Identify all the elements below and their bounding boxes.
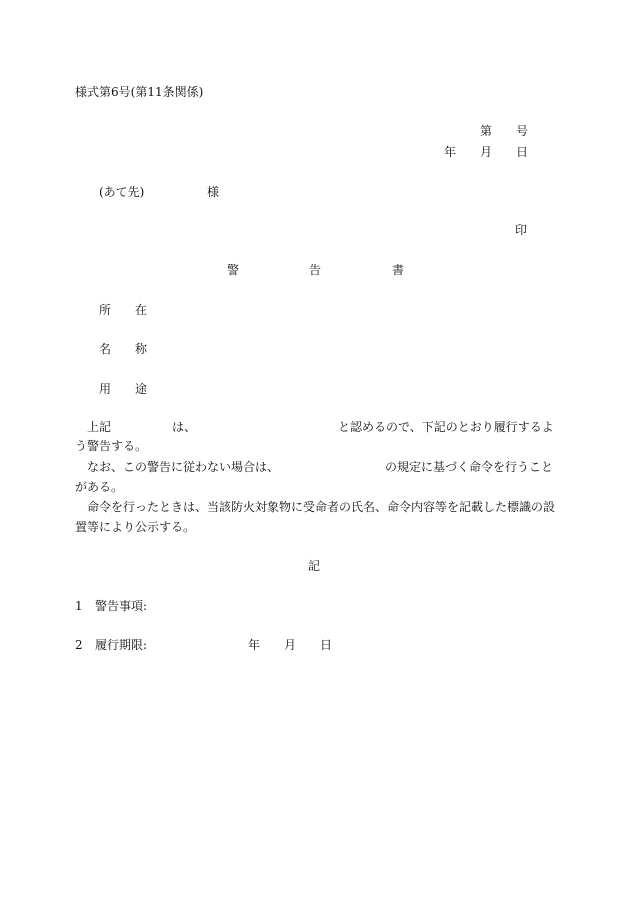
title-char-2: 告	[309, 263, 322, 277]
field-name-c1: 名	[99, 342, 112, 356]
item-2-label: 履行期限:	[95, 638, 148, 652]
field-usage-c2: 途	[135, 382, 148, 396]
item-1-label: 警告事項:	[95, 599, 148, 613]
seal-mark: 印	[515, 223, 528, 237]
ki-heading: 記	[308, 559, 321, 573]
body-p1-a: 上記	[87, 420, 112, 434]
field-location-c2: 在	[135, 303, 148, 317]
body-p2-b: の規定に基づく命令を行うこと	[385, 460, 554, 474]
item-2-month: 月	[284, 638, 297, 652]
item-2-day: 日	[320, 638, 333, 652]
body-p3-a: 命令を行ったときは、当該防火対象物に受命者の氏名、命令内容等を記載した標識の設	[87, 500, 556, 514]
item-1-number: 1	[75, 599, 83, 613]
item-2-number: 2	[75, 638, 83, 652]
addressee-sama: 様	[207, 185, 220, 199]
body-p2-a: なお、この警告に従わない場合は、	[87, 460, 280, 474]
title-char-3: 書	[392, 263, 405, 277]
date-day: 日	[516, 145, 529, 159]
field-usage-c1: 用	[99, 382, 112, 396]
body-p1-c: と認めるので、下記のとおり履行するよ	[338, 420, 554, 434]
title-char-1: 警	[227, 263, 240, 277]
body-p1-b: は、	[172, 420, 197, 434]
body-p1-d: う警告する。	[75, 439, 148, 453]
item-2-year: 年	[248, 638, 261, 652]
number-dai: 第	[480, 124, 493, 138]
date-year: 年	[444, 145, 457, 159]
field-location-c1: 所	[99, 303, 112, 317]
number-gou: 号	[516, 124, 529, 138]
form-header: 様式第6号(第11条関係)	[75, 85, 204, 99]
body-p2-c: がある。	[75, 480, 124, 494]
addressee-label: (あて先)	[99, 185, 145, 199]
date-month: 月	[480, 145, 493, 159]
field-name-c2: 称	[135, 342, 148, 356]
body-p3-b: 置等により公示する。	[75, 520, 196, 534]
